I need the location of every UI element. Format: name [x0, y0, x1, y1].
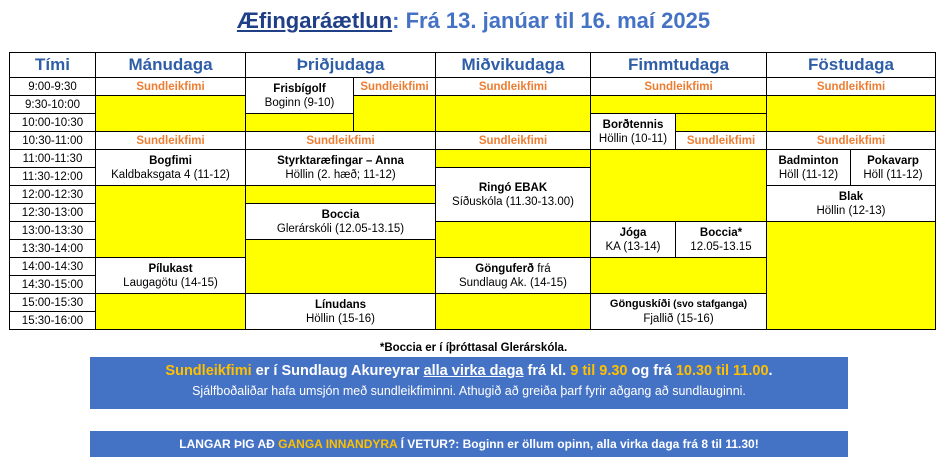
empty-cell — [96, 294, 246, 330]
activity-place: Fjallið (15-16) — [643, 313, 714, 325]
empty-cell — [767, 96, 936, 132]
sundleikfimi-cell: Sundleikfimi — [591, 78, 767, 96]
activity-name: Borðtennis — [602, 118, 664, 131]
empty-cell — [246, 114, 354, 132]
swim-time-2: 10.30 til 11.00 — [675, 363, 769, 379]
time-cell: 10:00-10:30 — [10, 114, 96, 132]
activity-name-suffix: (svo stafganga) — [670, 299, 748, 310]
empty-cell — [676, 114, 767, 132]
sundleikfimi-cell: Sundleikfimi — [246, 132, 436, 150]
activity-name-suffix: frá — [534, 262, 551, 275]
sundleikfimi-cell: Sundleikfimi — [676, 132, 767, 150]
swim-text-3: og frá — [627, 363, 676, 379]
sundleikfimi-cell: Sundleikfimi — [436, 132, 591, 150]
activity-name — [591, 297, 766, 312]
activity-badminton — [767, 150, 851, 186]
activity-name: Pílukast — [148, 262, 193, 275]
activity-place: Höllin (15-16) — [305, 312, 376, 325]
header-thursday: Fimmtudaga — [591, 53, 767, 78]
time-cell: 11:30-12:00 — [10, 168, 96, 186]
header-time: Tími — [10, 53, 96, 78]
activity-ringo — [436, 168, 591, 222]
walking-info-box — [90, 431, 848, 457]
empty-cell — [591, 150, 767, 222]
activity-boccia-thu — [676, 222, 767, 258]
empty-cell — [436, 96, 591, 132]
activity-place: Höllin (2. hæð; 11-12) — [285, 168, 396, 181]
empty-cell — [354, 96, 436, 132]
sundleikfimi-cell: Sundleikfimi — [354, 78, 436, 96]
walking-highlight: GANGA INNANDYRA — [278, 437, 398, 451]
activity-name: Badminton — [778, 154, 839, 167]
activity-name: Pokavarp — [867, 154, 919, 167]
activity-place: Kaldbaksgata 4 (11-12) — [111, 168, 230, 181]
activity-place: Glerárskóli (12.05-13.15) — [276, 222, 405, 235]
empty-cell — [96, 96, 246, 132]
title-lead: Æfingaráætlun — [236, 8, 393, 33]
activity-boccia — [246, 204, 436, 240]
header-row — [10, 53, 936, 78]
activity-styrktaraefingar — [246, 150, 436, 186]
swim-info-line1 — [90, 363, 848, 379]
sundleikfimi-cell: Sundleikfimi — [767, 78, 936, 96]
swim-time-1: 9 til 9.30 — [570, 363, 628, 379]
walking-text-2: Í VETUR?: Boginn er öllum opinn, alla virka daga frá 8 til 11.30! — [397, 437, 759, 451]
activity-name-main: Gönguferð — [475, 262, 535, 275]
activity-place: Höllin (12-13) — [816, 204, 886, 217]
activity-frisbigolf — [246, 78, 354, 114]
table-row — [10, 150, 936, 168]
activity-name: Frisbígolf — [273, 82, 326, 95]
activity-bordtennis — [591, 114, 676, 150]
swim-text-1: er í Sundlaug Akureyrar — [251, 363, 424, 379]
activity-name: Línudans — [314, 298, 367, 311]
time-cell: 9:00-9:30 — [10, 78, 96, 96]
activity-gonguferd — [436, 258, 591, 294]
activity-name: Styrktaræfingar – Anna — [277, 154, 404, 167]
empty-cell — [436, 294, 591, 330]
swim-info-box — [90, 357, 848, 409]
empty-cell — [436, 222, 591, 258]
sundleikfimi-cell: Sundleikfimi — [96, 132, 246, 150]
time-cell: 12:30-13:00 — [10, 204, 96, 222]
time-cell: 12:00-12:30 — [10, 186, 96, 204]
activity-place: Laugagötu (14-15) — [123, 276, 218, 289]
page-title — [0, 8, 947, 34]
schedule-table — [9, 52, 936, 330]
header-monday: Mánudaga — [96, 53, 246, 78]
empty-cell — [436, 150, 591, 168]
empty-cell — [591, 258, 767, 294]
time-cell: 15:30-16:00 — [10, 312, 96, 330]
activity-linudans — [246, 294, 436, 330]
time-cell: 13:00-13:30 — [10, 222, 96, 240]
sundleikfimi-cell: Sundleikfimi — [436, 78, 591, 96]
table-row — [10, 78, 936, 96]
activity-place: Sundlaug Ak. (14-15) — [458, 276, 568, 289]
activity-name: Bogfimi — [149, 154, 192, 167]
activity-joga — [591, 222, 676, 258]
empty-cell — [591, 96, 767, 114]
activity-place: Boginn (9-10) — [264, 96, 335, 109]
table-row — [10, 96, 936, 114]
activity-pokavarp — [851, 150, 936, 186]
swim-text-4: . — [768, 363, 773, 379]
activity-place: KA (13-14) — [605, 240, 661, 253]
table-row — [10, 132, 936, 150]
time-cell: 15:00-15:30 — [10, 294, 96, 312]
activity-name — [436, 262, 590, 276]
activity-name: Jóga — [619, 226, 647, 239]
time-cell: 14:00-14:30 — [10, 258, 96, 276]
activity-gonguskidi — [591, 294, 767, 330]
activity-name: Ringó EBAK — [478, 181, 548, 194]
time-cell: 10:30-11:00 — [10, 132, 96, 150]
empty-cell — [246, 186, 436, 204]
activity-place: Höll (11-12) — [778, 168, 839, 181]
sundleikfimi-cell: Sundleikfimi — [767, 132, 936, 150]
time-cell: 11:00-11:30 — [10, 150, 96, 168]
empty-cell — [96, 186, 246, 258]
swim-info-line2: Sjálfboðaliðar hafa umsjón með sundleikfiminni. Athugið að greiða þarf fyrir aðgang að sundlauginni. — [192, 384, 746, 398]
activity-blak — [767, 186, 936, 222]
swim-name: Sundleikfimi — [165, 363, 252, 379]
footnote: *Boccia er í íþróttasal Glerárskóla. — [379, 342, 568, 354]
time-cell: 9:30-10:00 — [10, 96, 96, 114]
time-cell: 13:30-14:00 — [10, 240, 96, 258]
title-dates: : Frá 13. janúar til 16. maí 2025 — [392, 8, 711, 33]
activity-place: Síðuskóla (11.30-13.00) — [452, 195, 574, 208]
activity-bogfimi — [96, 150, 246, 186]
activity-place: Höllin (10-11) — [598, 132, 668, 145]
swim-text-2: frá kl. — [523, 363, 571, 379]
walking-text-1: LANGAR ÞIG AÐ — [179, 437, 279, 451]
empty-cell — [246, 240, 436, 294]
header-tuesday: Þriðjudaga — [246, 53, 436, 78]
activity-pilukast — [96, 258, 246, 294]
activity-name-main: Gönguskíði — [609, 298, 671, 310]
activity-name: Boccia* — [699, 226, 743, 239]
sundleikfimi-cell: Sundleikfimi — [96, 78, 246, 96]
time-cell: 14:30-15:00 — [10, 276, 96, 294]
empty-cell — [767, 222, 936, 330]
activity-name: Boccia — [321, 208, 360, 221]
activity-place: 12.05-13.15 — [690, 240, 752, 253]
header-friday: Föstudaga — [767, 53, 936, 78]
activity-place: Höll (11-12) — [863, 168, 923, 181]
header-wednesday: Miðvikudaga — [436, 53, 591, 78]
swim-days: alla virka daga — [423, 363, 524, 379]
activity-name: Blak — [838, 190, 864, 203]
